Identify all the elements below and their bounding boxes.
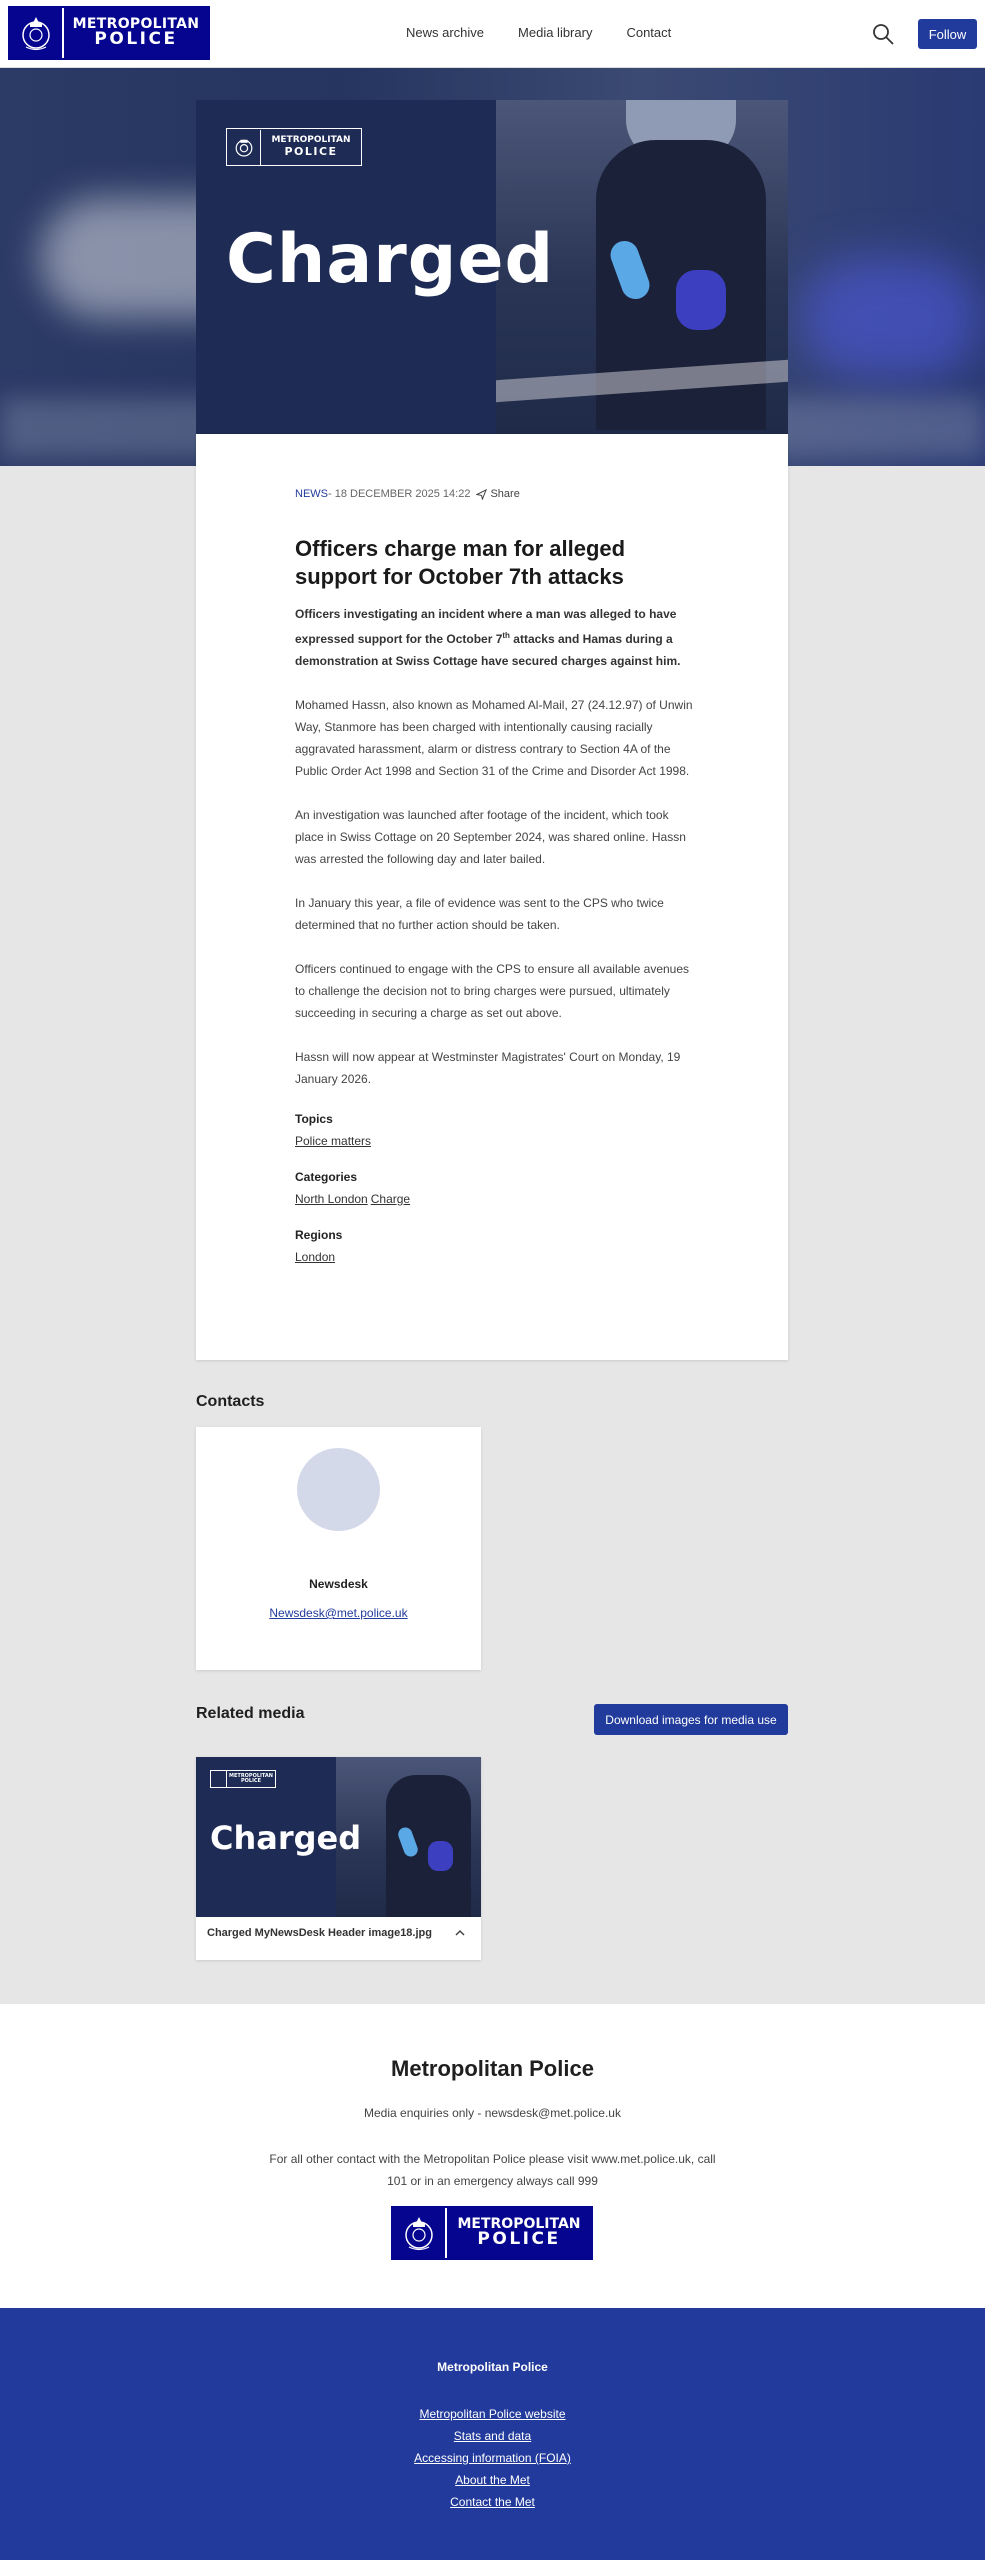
related-media-heading: Related media [196, 1705, 305, 1722]
topics-label: Topics [295, 1112, 333, 1126]
main-nav [406, 25, 671, 40]
footer-other-contact: For all other contact with the Metropolitan Police please visit www.met.police.uk, call 101 or in an emergency always call 999 [269, 2152, 716, 2188]
thumb-logo: METROPOLITAN POLICE [210, 1770, 276, 1788]
hero-headline: Charged [226, 220, 555, 299]
contact-name: Newsdesk [309, 1577, 368, 1591]
thumb-headline: Charged [210, 1819, 362, 1857]
category-link[interactable]: Charge [370, 1192, 411, 1206]
footer-links [0, 2403, 985, 2513]
article-card [196, 434, 788, 1360]
search-icon[interactable] [871, 22, 895, 46]
article-paragraph: In January this year, a file of evidence was sent to the CPS who twice determined that no further action should be taken. [295, 896, 664, 932]
nav-contact[interactable]: Contact [626, 25, 672, 40]
footer-logo [391, 2206, 593, 2260]
article-meta [295, 488, 695, 500]
footer-link-met-website[interactable]: Metropolitan Police website [419, 2407, 566, 2421]
contact-card [196, 1427, 481, 1670]
category-link[interactable]: North London [295, 1192, 368, 1206]
crest-icon [227, 130, 261, 165]
hero-image [196, 100, 788, 434]
share-icon [476, 489, 487, 500]
met-police-logo[interactable] [8, 6, 210, 60]
region-link[interactable]: London [295, 1250, 336, 1264]
article-lead: Officers investigating an incident where a man was alleged to have expressed support for the October 7th attacks and Hamas during a demonstration at Swiss Cottage have secured charges against him. [295, 607, 681, 668]
crest-icon [211, 1771, 227, 1787]
article-date: - 18 DECEMBER 2025 14:22 [328, 488, 471, 500]
footer-links-title: Metropolitan Police [437, 2360, 548, 2374]
contacts-heading: Contacts [196, 1393, 265, 1410]
avatar [297, 1448, 380, 1531]
logo-text-line2: POLICE [94, 29, 178, 50]
article-paragraph: An investigation was launched after footage of the incident, which took place in Swiss Cottage on 20 September 2024, was shared online. Hassn was arrested the following day and later bailed. [295, 808, 686, 866]
footer-logo-line2: POLICE [477, 2229, 561, 2250]
article-paragraph: Hassn will now appear at Westminster Magistrates' Court on Monday, 19 January 2026. [295, 1050, 681, 1086]
nav-media-library[interactable]: Media library [518, 25, 593, 40]
crest-icon [10, 8, 64, 58]
categories-list [295, 1192, 695, 1206]
footer-links-section [0, 2308, 985, 2560]
share-label: Share [490, 488, 520, 500]
chevron-up-icon[interactable] [454, 1927, 466, 1942]
contact-email-link[interactable]: Newsdesk@met.police.uk [269, 1606, 408, 1620]
footer-link-about[interactable]: About the Met [455, 2473, 530, 2487]
share-button[interactable] [476, 488, 519, 500]
categories-label: Categories [295, 1170, 358, 1184]
article-paragraph: Officers continued to engage with the CPS to ensure all available avenues to challenge the decision not to bring charges were pursued, ultimately succeeding in securing a charge as set out above. [295, 962, 690, 1020]
media-thumbnail[interactable] [196, 1757, 481, 1917]
media-card[interactable] [196, 1757, 481, 1960]
article-type[interactable]: NEWS [295, 488, 328, 500]
topic-link[interactable]: Police matters [295, 1134, 372, 1148]
media-caption: Charged MyNewsDesk Header image18.jpg [207, 1927, 432, 1939]
footer-media-enquiries: Media enquiries only - newsdesk@met.police.uk [364, 2106, 621, 2120]
regions-list [295, 1250, 695, 1264]
footer-title: Metropolitan Police [391, 2056, 594, 2081]
hero-logo-line2: POLICE [284, 144, 338, 158]
follow-button[interactable]: Follow [918, 19, 977, 49]
site-header [0, 0, 985, 68]
article-paragraph: Mohamed Hassn, also known as Mohamed Al-Mail, 27 (24.12.97) of Unwin Way, Stanmore has been charged with intentionally causing racially aggravated harassment, alarm or distress contrary to Section 4A of the Public Order Act 1998 and Section 31 of the Crime and Disorder Act 1998. [295, 698, 693, 778]
hero-logo [226, 128, 362, 166]
footer-link-stats[interactable]: Stats and data [453, 2429, 532, 2443]
download-images-button[interactable]: Download images for media use [594, 1704, 788, 1735]
footer-link-foia[interactable]: Accessing information (FOIA) [414, 2451, 571, 2465]
footer-link-contact[interactable]: Contact the Met [450, 2495, 535, 2509]
footer-contact-section [0, 2004, 985, 2308]
article-title: Officers charge man for alleged support for October 7th attacks [295, 536, 626, 589]
logo-text-line1: METROPOLITAN [72, 15, 200, 32]
regions-label: Regions [295, 1228, 343, 1242]
footer-logo-line1: METROPOLITAN [457, 2215, 581, 2232]
crest-icon [393, 2208, 447, 2258]
topics-list [295, 1134, 695, 1148]
hero-logo-line1: METROPOLITAN [271, 135, 351, 145]
nav-news-archive[interactable]: News archive [406, 25, 485, 40]
